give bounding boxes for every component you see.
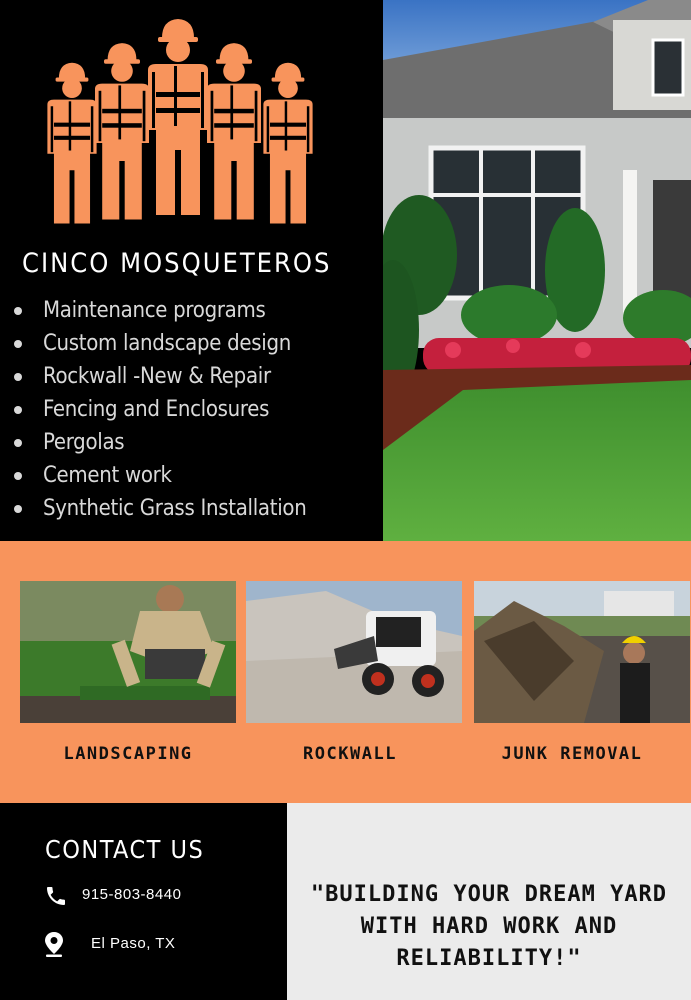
bullet-icon [14,439,22,447]
bullet-icon [14,406,22,414]
services-list [14,294,306,525]
bullet-icon [14,472,22,480]
contact-title: CONTACT US [45,835,205,864]
list-item: Maintenance programs [14,294,306,327]
bullet-icon [14,340,22,348]
five-workers-icon [36,18,326,233]
bullet-icon [14,307,22,315]
tagline-quote: "BUILDING YOUR DREAM YARD WITH HARD WORK AND RELIABILITY!" [310,882,668,971]
brand-name: CINCO MOSQUETEROS [22,248,332,279]
list-item: Cement work [14,459,306,492]
junk-removal-label: JUNK REMOVAL [501,744,643,764]
brand-panel [0,0,383,541]
house-photo [383,0,691,541]
bullet-icon [14,373,22,381]
landscaping-label: LANDSCAPING [63,744,193,764]
landscaping-photo [20,581,236,723]
house-illustration [383,0,691,541]
junk-removal-photo [474,581,690,723]
services-band [0,541,691,803]
rockwall-photo [246,581,462,723]
location-text: El Paso, TX [91,935,176,952]
phone-icon [44,884,68,908]
location-pin-icon [43,931,65,957]
list-item: Custom landscape design [14,327,306,360]
list-item: Fencing and Enclosures [14,393,306,426]
list-item: Rockwall -New & Repair [14,360,306,393]
phone-number[interactable]: 915-803-8440 [82,886,182,903]
bullet-icon [14,505,22,513]
rockwall-label: ROCKWALL [303,744,397,764]
list-item: Synthetic Grass Installation [14,492,306,525]
contact-panel [0,803,287,1000]
list-item: Pergolas [14,426,306,459]
quote-panel [287,803,691,1000]
